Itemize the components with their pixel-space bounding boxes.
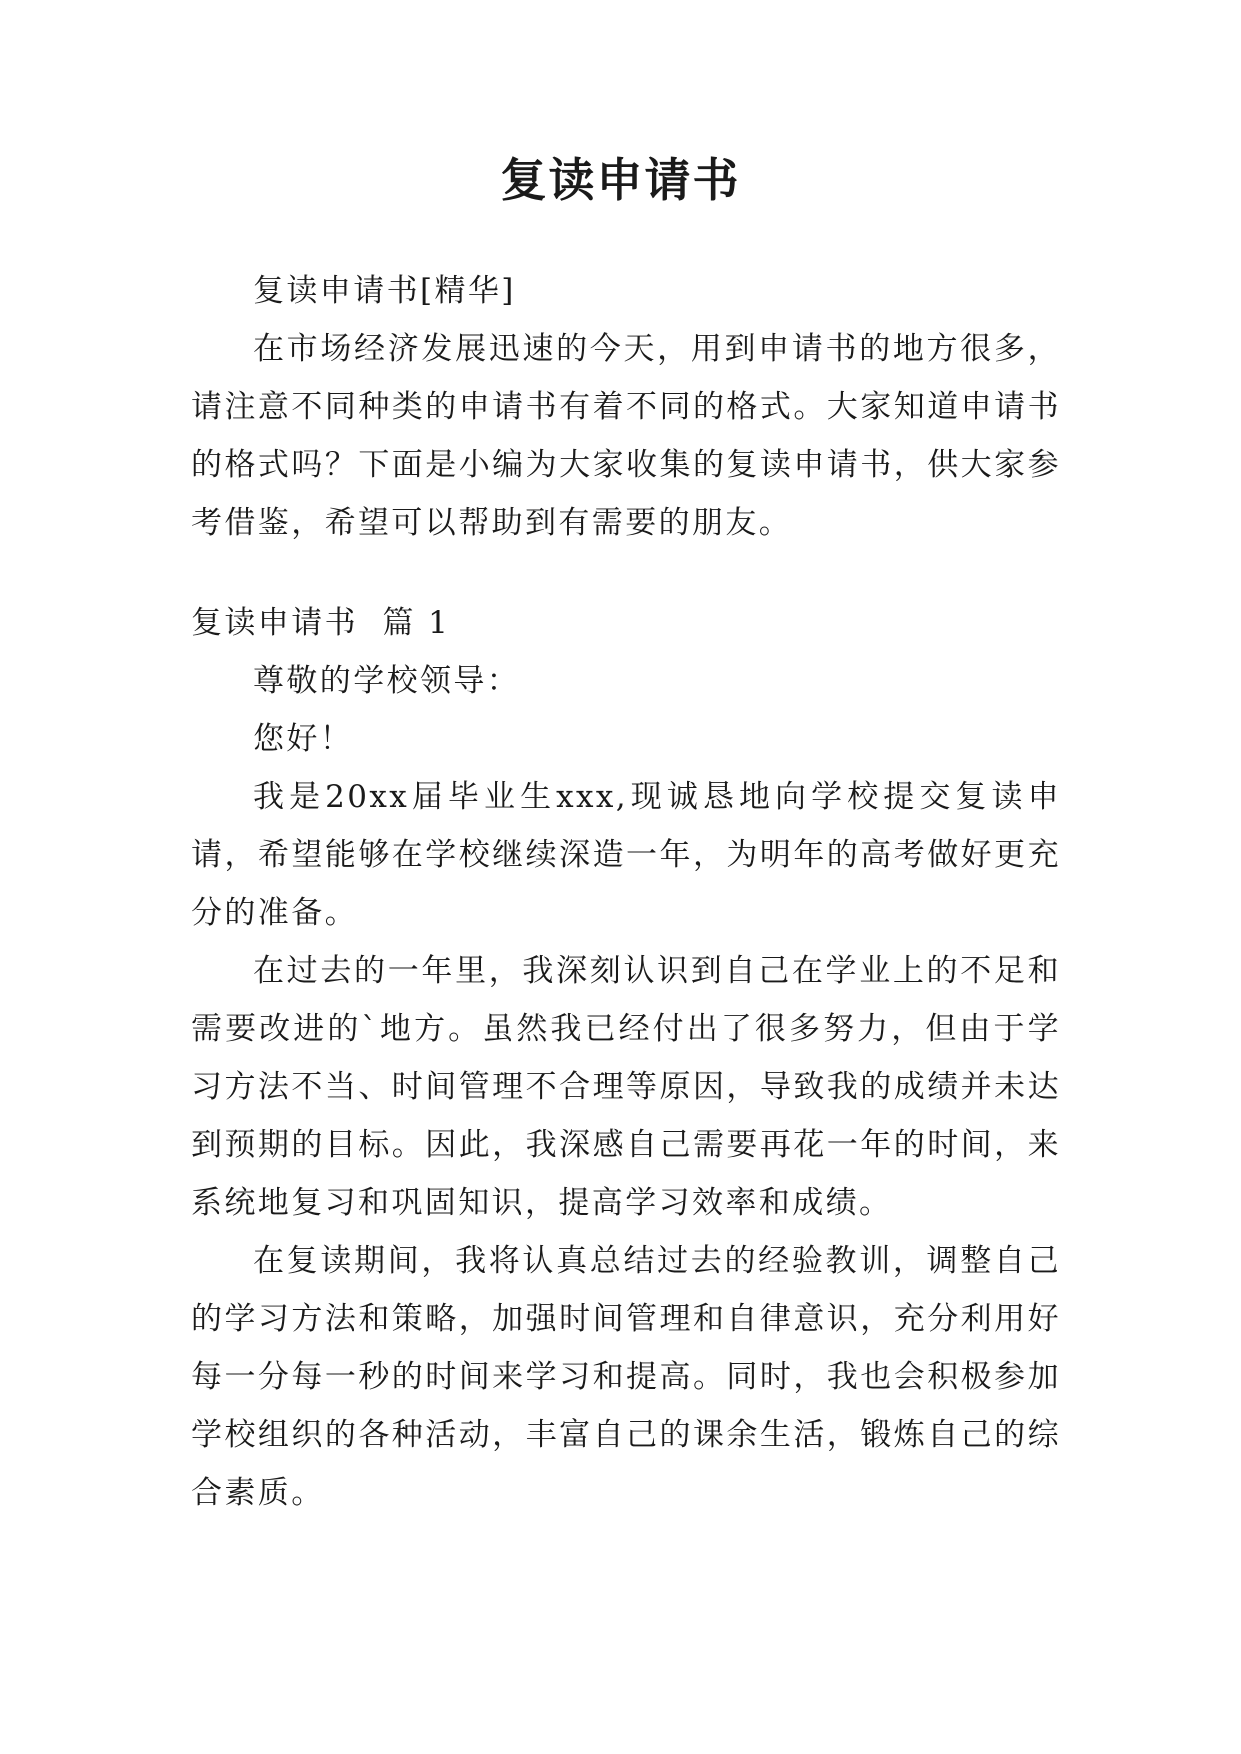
- section-spacer: [191, 552, 1061, 594]
- document-body: [191, 262, 1061, 1522]
- salutation: 尊敬的学校领导：: [253, 663, 521, 699]
- body-paragraph: 我是20xx届毕业生xxx,现诚恳地向学校提交复读申请，希望能够在学校继续深造一年，为明年的高考做好更充分的准备。: [191, 779, 1061, 931]
- document-title: 复读申请书: [500, 153, 741, 207]
- body-paragraph: 在过去的一年里，我深刻认识到自己在学业上的不足和需要改进的`地方。虽然我已经付出了很多努力，但由于学习方法不当、时间管理不合理等原因，导致我的成绩并未达到预期的目标。因此，我深感自己需要再花一年的时间，来系统地复习和巩固知识，提高学习效率和成绩。: [191, 953, 1061, 1221]
- body-paragraph: 在复读期间，我将认真总结过去的经验教训，调整自己的学习方法和策略，加强时间管理和自律意识，充分利用好每一分每一秒的时间来学习和提高。同时，我也会积极参加学校组织的各种活动，丰富自己的课余生活，锻炼自己的综合素质。: [191, 1243, 1061, 1511]
- greeting: 您好！: [253, 721, 354, 757]
- intro-heading: 复读申请书[精华]: [253, 273, 516, 309]
- section-title: 复读申请书 篇 1: [191, 605, 451, 641]
- intro-paragraph: 在市场经济发展迅速的今天，用到申请书的地方很多，请注意不同种类的申请书有着不同的格式。大家知道申请书的格式吗？下面是小编为大家收集的复读申请书，供大家参考借鉴，希望可以帮助到有需要的朋友。: [191, 331, 1061, 541]
